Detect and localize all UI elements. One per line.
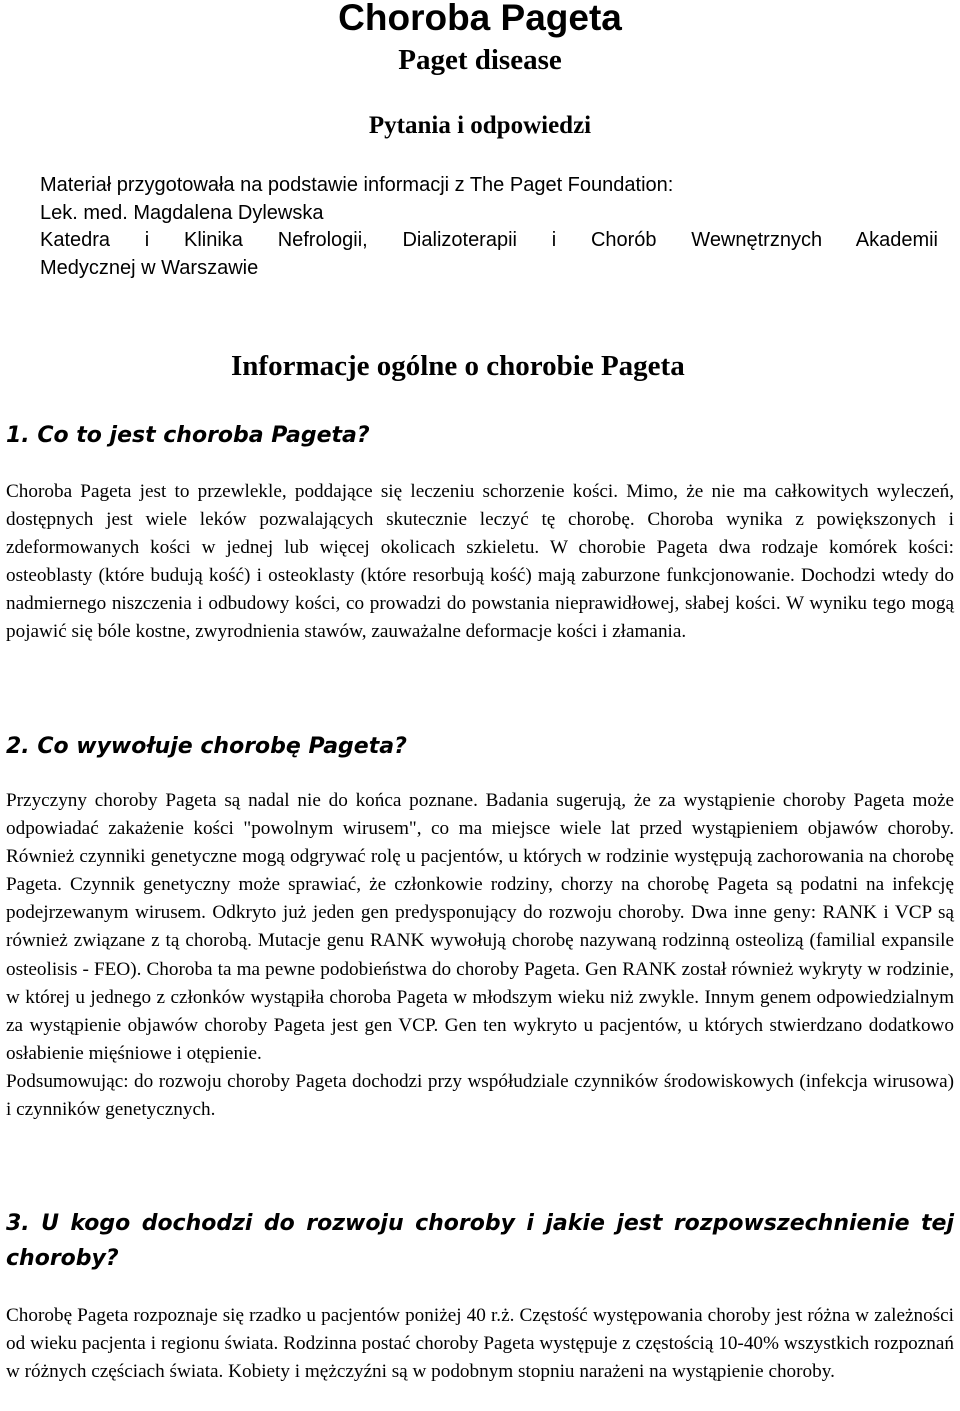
answer-paragraph-1: Choroba Pageta jest to przewlekle, poddające się leczeniu schorzenie kości. Mimo, że nie ma całkowitych wyleczeń, dostępnych jest wiele leków pozwalających skutecznie leczyć tę chorobę. Choroba wynika z powiększonych i zdeformowanych kości w jednej lub więcej okolicach szkieletu. W chorobie Pageta dwa rodzaje komórek kości: osteoblasty (które budują kość) i osteoklasty (które resorbują kość) mają zaburzone funkcjonowanie. Dochodzi wtedy do nadmiernego niszczenia i odbudowy kości, co prowadzi do powstania nieprawidłowej, słabej kości. W wyniku tego mogą pojawić się bóle kostne, zwyrodnienia stawów, zauważalne deformacje kości i złamania. [6, 481, 954, 643]
answer-paragraph-2: Przyczyny choroby Pageta są nadal nie do końca poznane. Badania sugerują, że za wystąpienie choroby Pageta może odpowiadać zakażenie kości "powolnym wirusem", co ma miejsce wiele lat przed wystąpieniem objawów choroby. Również czynniki genetyczne mogą odgrywać rolę u pacjentów, u których w rodzinie występują zachorowania na chorobę Pageta. Czynnik genetyczny może sprawiać, że członkowie rodziny, chorzy na chorobę Pageta są podatni na infekcję podejrzewanym wirusem. Odkryto już jeden gen predysponujący do rozwoju choroby. Dwa inne geny: RANK i VCP są również związane z tą chorobą. Mutacje genu RANK wywołują chorobę nazywaną rodzinną osteolizą (familial expansile osteolisis - FEO). Choroba ta ma pewne podobieństwa do choroby Pageta. Gen RANK został również wykryty w rodzinie, w której u jednego z członków wystąpiła choroba Pageta w młodszym wieku niż zwykle. Innym genem odpowiedzialnym za wystąpienie objawów choroby Pageta jest gen VCP. Gen ten wykryto u pacjentów, u których stwierdzano dodatkowo osłabienie mięśniowe i otępienie. [6, 790, 954, 1064]
answer-summary-2: Podsumowując: do rozwoju choroby Pageta dochodzi przy współudziale czynników środowiskowych (infekcja wirusowa) i czynników genetycznych. [6, 1070, 954, 1121]
question-heading-3 [6, 1206, 954, 1276]
section-title: Informacje ogólne o chorobie Pageta [231, 350, 685, 382]
credits-line: Lek. med. Magdalena Dylewska [40, 201, 324, 224]
english-subtitle: Paget disease [398, 44, 562, 76]
question-heading-3-line: choroby? [6, 1246, 119, 1271]
credits-line: Materiał przygotowała na podstawie informacji z The Paget Foundation: [40, 174, 674, 196]
answer-block-2 [6, 787, 954, 1124]
qa-subtitle: Pytania i odpowiedzi [368, 112, 592, 139]
answer-paragraph-3: Chorobę Pageta rozpoznaje się rzadko u pacjentów poniżej 40 r.ż. Częstość występowania choroby jest różna w zależności od wieku pacjenta i regionu świata. Rodzinna postać choroby Pageta występuje z częstością 10-40% wszystkich rozpoznań w różnych częściach świata. Kobiety i mężczyźni są w podobnym stopniu narażeni na wystąpienie choroby. [6, 1305, 954, 1383]
question-heading-2: 2. Co wywołuje chorobę Pageta? [6, 734, 407, 759]
credits-block [40, 172, 938, 282]
question-heading-1: 1. Co to jest choroba Pageta? [6, 423, 370, 448]
credits-line: Katedra i Klinika Nefrologii, Dializoterapii i Chorób Wewnętrznych Akademii [40, 229, 938, 251]
document-title: Choroba Pageta [338, 0, 622, 38]
question-heading-3-line: 3. U kogo dochodzi do rozwoju choroby i jakie jest rozpowszechnienie tej [6, 1211, 954, 1236]
credits-line: Medycznej w Warszawie [40, 256, 259, 279]
